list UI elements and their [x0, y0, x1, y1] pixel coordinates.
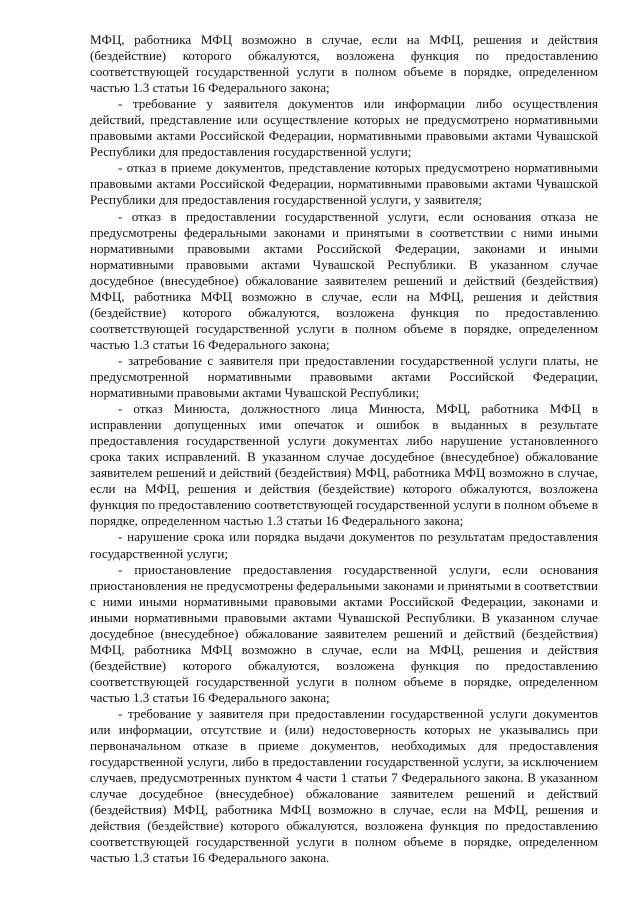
paragraph-service-suspension: - приостановление предоставления государственной услуги, если основания приостановления не предусмотрены федеральными законами и принятыми в соответствии с ними иными нормативными правовыми актами Российской Федерации, законами и иными нормативными правовыми актами Чувашской Республики. В указанном случае досудебное (внесудебное) обжалование заявителем решений и действий (бездействия) МФЦ, работника МФЦ возможно в случае, если на МФЦ, решения и действия (бездействие) которого обжалуются, возложена функция по предоставлению соответствующей государственной услуги в полном объеме в порядке, определенном частью 1.3 статьи 16 Федерального закона; [90, 561, 598, 705]
document-page [90, 32, 598, 866]
paragraph-issue-deadline-violation: - нарушение срока или порядка выдачи документов по результатам предоставления государственной услуги; [90, 529, 598, 561]
paragraph-additional-documents: - требование у заявителя при предоставлении государственной услуги документов или информации, отсутствие и (или) недостоверность которых не указывались при первоначальном отказе в приеме документов, необходимых для предоставления государственной услуги, либо в предоставлении государственной услуги, за исключением случаев, предусмотренных пунктом 4 части 1 статьи 7 Федерального закона. В указанном случае досудебное (внесудебное) обжалование заявителем решений и действий (бездействия) МФЦ, работника МФЦ возможно в случае, если на МФЦ, решения и действия (бездействие) которого обжалуются, возложена функция по предоставлению соответствующей государственной услуги в полном объеме в порядке, определенном частью 1.3 статьи 16 Федерального закона. [90, 705, 598, 866]
paragraph-correction-refusal: - отказ Минюста, должностного лица Минюста, МФЦ, работника МФЦ в исправлении допущенных ими опечаток и ошибок в выданных в результате предоставления государственной услуги документах либо нарушение установленного срока таких исправлений. В указанном случае досудебное (внесудебное) обжалование заявителем решений и действий (бездействия) МФЦ, работника МФЦ возможно в случае, если на МФЦ, решения и действия (бездействие) которого обжалуются, возложена функция по предоставлению соответствующей государственной услуги в полном объеме в порядке, определенном частью 1.3 статьи 16 Федерального закона; [90, 401, 598, 529]
paragraph-service-refusal: - отказ в предоставлении государственной услуги, если основания отказа не предусмотрены федеральными законами и принятыми в соответствии с ними иными нормативными правовыми актами Российской Федерации, законами и иными нормативными правовыми актами Чувашской Республики. В указанном случае досудебное (внесудебное) обжалование заявителем решений и действий (бездействия) МФЦ, работника МФЦ возможно в случае, если на МФЦ, решения и действия (бездействие) которого обжалуются, возложена функция по предоставлению соответствующей государственной услуги в полном объеме в порядке, определенном частью 1.3 статьи 16 Федерального закона; [90, 208, 598, 352]
paragraph-continuation: МФЦ, работника МФЦ возможно в случае, если на МФЦ, решения и действия (бездействие) которого обжалуются, возложена функция по предоставлению соответствующей государственной услуги в полном объеме в порядке, определенном частью 1.3 статьи 16 Федерального закона; [90, 32, 598, 96]
paragraph-fee-demand: - затребование с заявителя при предоставлении государственной услуги платы, не предусмотренной нормативными правовыми актами Российской Федерации, нормативными правовыми актами Чувашской Республики; [90, 352, 598, 401]
paragraph-document-refusal: - отказ в приеме документов, представление которых предусмотрено нормативными правовыми актами Российской Федерации, нормативными правовыми актами Чувашской Республики для предоставления государственной услуги, у заявителя; [90, 160, 598, 208]
paragraph-document-requirement: - требование у заявителя документов или информации либо осуществления действий, представление или осуществление которых не предусмотрено нормативными правовыми актами Российской Федерации, нормативными правовыми актами Чувашской Республики для предоставления государственной услуги; [90, 96, 598, 160]
